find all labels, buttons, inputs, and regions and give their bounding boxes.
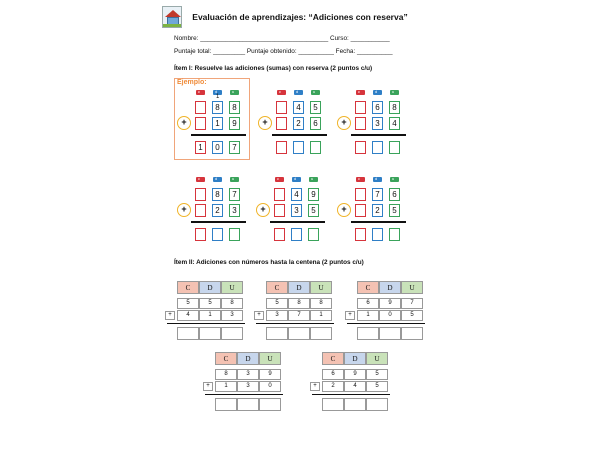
cdu-answer-box[interactable] xyxy=(259,398,281,411)
answer-box[interactable] xyxy=(274,228,285,241)
bottom-digit-box: 4 xyxy=(389,117,400,130)
page-title: Evaluación de aprendizajes: “Adiciones con reserva” xyxy=(192,12,408,22)
plus-sign: + xyxy=(310,382,320,391)
cdu-header: C xyxy=(266,281,288,294)
answer-box[interactable] xyxy=(308,228,319,241)
plus-sign: + xyxy=(254,311,264,320)
cdu-answer-box[interactable] xyxy=(288,327,310,340)
cdu-answer-box[interactable] xyxy=(366,398,388,411)
answer-box[interactable] xyxy=(293,141,304,154)
answer-box[interactable] xyxy=(389,141,400,154)
bottom-digit-box xyxy=(355,204,366,217)
cdu-bottom-cell: 7 xyxy=(288,310,310,321)
cdu-top-cell: 8 xyxy=(288,298,310,309)
place-value-tag-label: u xyxy=(232,89,235,94)
plus-sign: + xyxy=(165,311,175,320)
item2-heading: Ítem II: Adiciones con números hasta la centena (2 puntos c/u) xyxy=(174,259,364,266)
cdu-top-cell: 9 xyxy=(259,369,281,380)
top-digit-box: 4 xyxy=(291,188,302,201)
answer-box[interactable] xyxy=(310,141,321,154)
cdu-bottom-cell: 4 xyxy=(177,310,199,321)
cdu-top-cell: 6 xyxy=(357,298,379,309)
sum-line xyxy=(191,134,246,136)
cdu-answer-box[interactable] xyxy=(344,398,366,411)
place-value-tag-label: c xyxy=(277,176,279,181)
cdu-top-cell: 5 xyxy=(199,298,221,309)
cdu-answer-box[interactable] xyxy=(266,327,288,340)
top-digit-box xyxy=(274,188,285,201)
cdu-header: D xyxy=(237,352,259,365)
top-digit-box: 6 xyxy=(389,188,400,201)
cdu-bottom-cell: 1 xyxy=(357,310,379,321)
top-digit-box: 5 xyxy=(310,101,321,114)
answer-box[interactable] xyxy=(212,228,223,241)
place-value-tag-label: d xyxy=(375,176,378,181)
cdu-header: C xyxy=(215,352,237,365)
cdu-header: U xyxy=(259,352,281,365)
place-value-tag-label: d xyxy=(294,176,297,181)
sum-line xyxy=(167,323,245,324)
top-digit-box: 7 xyxy=(229,188,240,201)
answer-box[interactable] xyxy=(291,228,302,241)
top-digit-box: 4 xyxy=(293,101,304,114)
place-value-tag-label: d xyxy=(296,89,299,94)
cdu-answer-box[interactable] xyxy=(357,327,379,340)
cdu-bottom-cell: 1 xyxy=(199,310,221,321)
cdu-header: C xyxy=(177,281,199,294)
bottom-digit-box xyxy=(195,204,206,217)
cdu-top-cell: 8 xyxy=(215,369,237,380)
cdu-answer-box[interactable] xyxy=(322,398,344,411)
plus-sign: + xyxy=(258,116,272,130)
bottom-digit-box: 9 xyxy=(229,117,240,130)
bottom-digit-box xyxy=(355,117,366,130)
example-label: Ejemplo: xyxy=(177,79,207,86)
cdu-top-cell: 7 xyxy=(401,298,423,309)
bottom-digit-box xyxy=(276,117,287,130)
place-value-tag-label: u xyxy=(392,89,395,94)
cdu-header: D xyxy=(379,281,401,294)
answer-box[interactable] xyxy=(389,228,400,241)
sum-line xyxy=(270,221,325,223)
place-value-tag-label: d xyxy=(215,89,218,94)
sum-line xyxy=(347,323,425,324)
cdu-top-cell: 6 xyxy=(322,369,344,380)
score-date-line: Puntaje total: _________ Puntaje obtenido: __________ Fecha: __________ xyxy=(174,48,393,55)
top-digit-box: 8 xyxy=(229,101,240,114)
bottom-digit-box xyxy=(274,204,285,217)
bottom-digit-box: 1 xyxy=(212,117,223,130)
top-digit-box xyxy=(195,101,206,114)
cdu-bottom-cell: 0 xyxy=(259,381,281,392)
cdu-header: U xyxy=(366,352,388,365)
bottom-digit-box xyxy=(195,117,206,130)
bottom-digit-box: 5 xyxy=(389,204,400,217)
item1-heading: Ítem I: Resuelve las adiciones (sumas) con reserva (2 puntos c/u) xyxy=(174,65,373,72)
cdu-header: C xyxy=(357,281,379,294)
cdu-bottom-cell: 4 xyxy=(344,381,366,392)
plus-sign: + xyxy=(203,382,213,391)
cdu-answer-box[interactable] xyxy=(401,327,423,340)
cdu-bottom-cell: 5 xyxy=(401,310,423,321)
cdu-bottom-cell: 5 xyxy=(366,381,388,392)
answer-box[interactable] xyxy=(355,228,366,241)
sum-line xyxy=(351,134,406,136)
answer-box[interactable] xyxy=(276,141,287,154)
cdu-top-cell: 5 xyxy=(177,298,199,309)
cdu-header: U xyxy=(401,281,423,294)
cdu-top-cell: 5 xyxy=(366,369,388,380)
cdu-answer-box[interactable] xyxy=(310,327,332,340)
sum-line xyxy=(351,221,406,223)
top-digit-box: 8 xyxy=(212,188,223,201)
bottom-digit-box: 2 xyxy=(293,117,304,130)
cdu-answer-box[interactable] xyxy=(199,327,221,340)
answer-box: 7 xyxy=(229,141,240,154)
answer-box: 1 xyxy=(195,141,206,154)
cdu-answer-box[interactable] xyxy=(379,327,401,340)
top-digit-box xyxy=(355,101,366,114)
cdu-bottom-cell: 3 xyxy=(266,310,288,321)
place-value-tag-label: c xyxy=(358,176,360,181)
cdu-header: D xyxy=(288,281,310,294)
bottom-digit-box: 5 xyxy=(308,204,319,217)
top-digit-box: 7 xyxy=(372,188,383,201)
bottom-digit-box: 3 xyxy=(291,204,302,217)
cdu-answer-box[interactable] xyxy=(177,327,199,340)
cdu-answer-box[interactable] xyxy=(237,398,259,411)
cdu-header: C xyxy=(322,352,344,365)
cdu-top-cell: 8 xyxy=(310,298,332,309)
cdu-bottom-cell: 2 xyxy=(322,381,344,392)
sum-line xyxy=(191,221,246,223)
bottom-digit-box: 6 xyxy=(310,117,321,130)
answer-box[interactable] xyxy=(195,228,206,241)
top-digit-box xyxy=(195,188,206,201)
cdu-header: U xyxy=(221,281,243,294)
top-digit-box xyxy=(276,101,287,114)
carry-digit: 1 xyxy=(216,94,220,100)
plus-sign: + xyxy=(256,203,270,217)
cdu-top-cell: 8 xyxy=(221,298,243,309)
place-value-tag-label: c xyxy=(198,176,200,181)
place-value-tag-label: c xyxy=(279,89,281,94)
answer-box: 0 xyxy=(212,141,223,154)
place-value-tag-label: u xyxy=(311,176,314,181)
answer-box[interactable] xyxy=(229,228,240,241)
plus-sign: + xyxy=(337,203,351,217)
plus-sign: + xyxy=(177,116,191,130)
place-value-tag-label: c xyxy=(358,89,360,94)
top-digit-box: 6 xyxy=(372,101,383,114)
place-value-tag-label: u xyxy=(232,176,235,181)
answer-box[interactable] xyxy=(372,141,383,154)
cdu-header: D xyxy=(199,281,221,294)
sum-line xyxy=(205,394,283,395)
answer-box[interactable] xyxy=(355,141,366,154)
place-value-tag-label: u xyxy=(313,89,316,94)
answer-box[interactable] xyxy=(372,228,383,241)
cdu-answer-box[interactable] xyxy=(215,398,237,411)
bottom-digit-box: 2 xyxy=(372,204,383,217)
cdu-bottom-cell: 1 xyxy=(310,310,332,321)
name-course-line: Nombre: ____________________________________ Curso: ___________ xyxy=(174,35,390,42)
cdu-bottom-cell: 3 xyxy=(237,381,259,392)
sum-line xyxy=(312,394,390,395)
cdu-top-cell: 5 xyxy=(266,298,288,309)
plus-sign: + xyxy=(337,116,351,130)
sum-line xyxy=(272,134,327,136)
cdu-answer-box[interactable] xyxy=(221,327,243,340)
place-value-tag-label: d xyxy=(375,89,378,94)
place-value-tag-label: u xyxy=(392,176,395,181)
cdu-bottom-cell: 3 xyxy=(221,310,243,321)
cdu-bottom-cell: 0 xyxy=(379,310,401,321)
bottom-digit-box: 3 xyxy=(229,204,240,217)
top-digit-box: 8 xyxy=(212,101,223,114)
top-digit-box xyxy=(355,188,366,201)
cdu-header: U xyxy=(310,281,332,294)
bottom-digit-box: 2 xyxy=(212,204,223,217)
cdu-bottom-cell: 1 xyxy=(215,381,237,392)
bottom-digit-box: 3 xyxy=(372,117,383,130)
cdu-top-cell: 9 xyxy=(379,298,401,309)
cdu-header: D xyxy=(344,352,366,365)
sum-line xyxy=(256,323,334,324)
top-digit-box: 9 xyxy=(308,188,319,201)
place-value-tag-label: d xyxy=(215,176,218,181)
plus-sign: + xyxy=(177,203,191,217)
top-digit-box: 8 xyxy=(389,101,400,114)
plus-sign: + xyxy=(345,311,355,320)
cdu-top-cell: 9 xyxy=(344,369,366,380)
cdu-top-cell: 3 xyxy=(237,369,259,380)
place-value-tag-label: c xyxy=(198,89,200,94)
